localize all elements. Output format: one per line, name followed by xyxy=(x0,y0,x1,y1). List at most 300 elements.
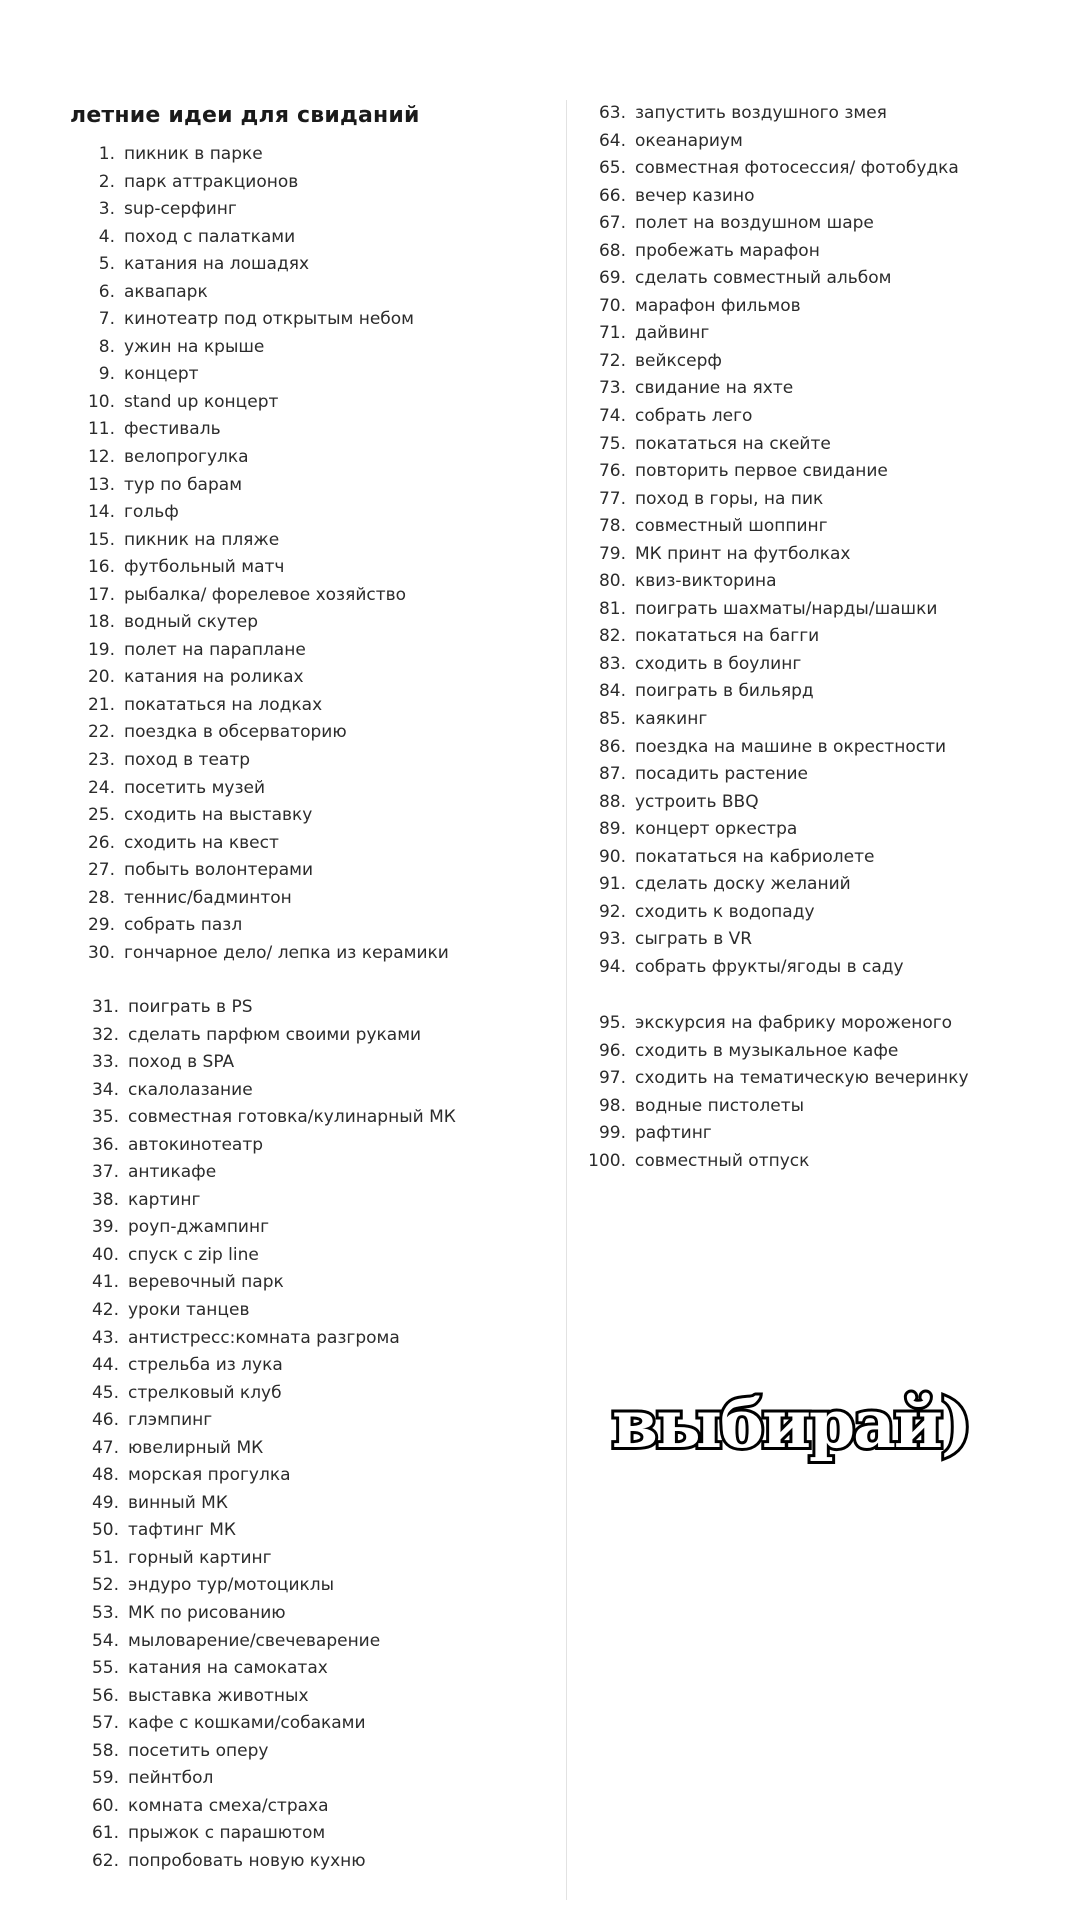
item-text: поход в SPA xyxy=(128,1052,235,1073)
item-text: полет на воздушном шаре xyxy=(635,213,874,234)
list-item xyxy=(91,1848,456,1876)
item-text: сходить на квест xyxy=(124,832,279,853)
item-text: ювелирный МК xyxy=(128,1437,264,1458)
list-item xyxy=(598,706,959,734)
list-item xyxy=(87,582,449,610)
item-number: 62. xyxy=(91,1850,119,1871)
list-item xyxy=(598,210,959,238)
item-text: поездка в обсерваторию xyxy=(124,722,347,743)
item-text: экскурсия на фабрику мороженого xyxy=(635,1013,953,1033)
item-number: 7. xyxy=(98,309,115,330)
list-item xyxy=(91,1572,456,1600)
item-text: водные пистолеты xyxy=(635,1095,805,1116)
list-item xyxy=(91,1352,456,1380)
item-number: 19. xyxy=(87,639,115,660)
list-item xyxy=(87,444,449,472)
ideas-list-1 xyxy=(87,141,449,967)
item-number: 96. xyxy=(598,1040,626,1061)
item-text: рафтинг xyxy=(635,1123,712,1144)
item-number: 76. xyxy=(598,461,626,482)
list-item xyxy=(98,306,449,334)
item-number: 65. xyxy=(598,158,626,179)
item-number: 54. xyxy=(91,1630,119,1651)
item-number: 81. xyxy=(598,598,626,619)
item-number: 93. xyxy=(598,929,626,950)
list-item xyxy=(91,1545,456,1573)
item-number: 38. xyxy=(91,1189,119,1210)
item-text: поход в театр xyxy=(124,750,251,771)
item-number: 28. xyxy=(87,887,115,908)
item-text: совместная фотосессия/ фотобудка xyxy=(635,158,959,179)
item-text: покататься на скейте xyxy=(635,433,831,454)
item-text: сделать доску желаний xyxy=(635,874,851,895)
item-text: собрать пазл xyxy=(124,915,243,936)
item-number: 20. xyxy=(87,667,115,688)
item-text: парк аттракционов xyxy=(124,171,299,192)
item-text: морская прогулка xyxy=(128,1465,291,1486)
item-number: 2. xyxy=(98,171,115,192)
item-text: пикник на пляже xyxy=(124,529,280,550)
item-text: покататься на багги xyxy=(635,626,820,647)
list-item xyxy=(91,1655,456,1683)
list-item xyxy=(87,499,449,527)
item-text: картинг xyxy=(128,1189,201,1210)
item-text: поиграть в бильярд xyxy=(635,681,814,702)
list-item xyxy=(598,954,959,982)
item-number: 31. xyxy=(91,997,119,1017)
list-item xyxy=(87,527,449,555)
item-number: 61. xyxy=(91,1823,119,1844)
item-number: 50. xyxy=(91,1520,119,1541)
item-number: 17. xyxy=(87,584,115,605)
item-text: попробовать новую кухню xyxy=(128,1850,366,1871)
item-text: пейнтбол xyxy=(128,1768,214,1789)
item-number: 33. xyxy=(91,1052,119,1073)
list-item xyxy=(598,816,959,844)
item-text: повторить первое свидание xyxy=(635,461,888,482)
item-number: 71. xyxy=(598,323,626,344)
item-number: 35. xyxy=(91,1107,119,1128)
list-item xyxy=(98,224,449,252)
item-text: концерт оркестра xyxy=(635,819,798,840)
item-number: 14. xyxy=(87,502,115,523)
item-text: скалолазание xyxy=(128,1079,253,1100)
list-item xyxy=(598,568,959,596)
item-text: рыбалка/ форелевое хозяйство xyxy=(124,584,407,605)
list-item xyxy=(91,1187,456,1215)
list-item xyxy=(598,1010,969,1038)
item-text: ужин на крыше xyxy=(124,336,265,357)
item-text: сходить в боулинг xyxy=(635,653,802,674)
item-text: собрать фрукты/ягоды в саду xyxy=(635,956,904,977)
item-number: 36. xyxy=(91,1134,119,1155)
item-text: совместная готовка/кулинарный МК xyxy=(128,1107,456,1128)
list-item xyxy=(598,1038,969,1066)
item-text: сделать парфюм своими руками xyxy=(128,1024,422,1045)
item-number: 44. xyxy=(91,1355,119,1376)
item-text: посетить оперу xyxy=(128,1740,269,1761)
item-number: 77. xyxy=(598,488,626,509)
item-text: МК принт на футболках xyxy=(635,543,851,564)
list-item xyxy=(598,238,959,266)
item-text: пробежать марафон xyxy=(635,240,820,261)
item-number: 73. xyxy=(598,378,626,399)
item-number: 46. xyxy=(91,1410,119,1431)
list-item xyxy=(87,940,449,968)
item-number: 32. xyxy=(91,1024,119,1045)
item-text: сходить на тематическую вечеринку xyxy=(635,1068,969,1089)
list-item xyxy=(98,279,449,307)
item-number: 39. xyxy=(91,1217,119,1238)
item-number: 67. xyxy=(598,213,626,234)
list-item xyxy=(598,183,959,211)
list-item xyxy=(98,361,449,389)
item-text: сходить в музыкальное кафе xyxy=(635,1040,899,1061)
item-text: роуп-джампинг xyxy=(128,1217,270,1238)
item-number: 26. xyxy=(87,832,115,853)
item-number: 51. xyxy=(91,1547,119,1568)
item-text: собрать лего xyxy=(635,406,753,427)
list-item xyxy=(598,403,959,431)
list-item xyxy=(598,651,959,679)
item-number: 78. xyxy=(598,516,626,537)
item-number: 9. xyxy=(98,364,115,385)
item-text: веревочный парк xyxy=(128,1272,284,1293)
item-number: 94. xyxy=(598,956,626,977)
item-number: 16. xyxy=(87,557,115,578)
item-number: 21. xyxy=(87,694,115,715)
item-text: совместный отпуск xyxy=(635,1150,810,1171)
item-text: сходить на выставку xyxy=(124,805,313,826)
item-number: 85. xyxy=(598,709,626,730)
item-text: тур по барам xyxy=(124,474,243,495)
list-item xyxy=(598,541,959,569)
item-number: 22. xyxy=(87,722,115,743)
item-number: 88. xyxy=(598,791,626,812)
item-text: тафтинг МК xyxy=(128,1520,236,1541)
item-text: катания на роликах xyxy=(124,667,304,688)
item-number: 84. xyxy=(598,681,626,702)
item-number: 40. xyxy=(91,1244,119,1265)
list-item xyxy=(598,265,959,293)
list-item xyxy=(91,1049,456,1077)
list-item xyxy=(598,513,959,541)
item-number: 1. xyxy=(98,144,115,164)
list-item xyxy=(91,1242,456,1270)
item-number: 13. xyxy=(87,474,115,495)
item-text: вейксерф xyxy=(635,350,722,371)
item-number: 57. xyxy=(91,1713,119,1734)
item-text: выставка животных xyxy=(128,1685,309,1706)
sticker-caption: выбирай) xyxy=(612,1385,971,1463)
list-item xyxy=(87,692,449,720)
item-text: водный скутер xyxy=(124,612,258,633)
item-text: МК по рисованию xyxy=(128,1603,286,1624)
item-text: прыжок с парашютом xyxy=(128,1823,326,1844)
item-number: 66. xyxy=(598,185,626,206)
item-text: уроки танцев xyxy=(128,1300,250,1321)
item-text: свидание на яхте xyxy=(635,378,794,399)
item-text: каякинг xyxy=(635,709,708,730)
list-item xyxy=(91,1325,456,1353)
list-item xyxy=(598,458,959,486)
item-number: 23. xyxy=(87,750,115,771)
item-text: сыграть в VR xyxy=(635,929,753,950)
item-text: квиз-викторина xyxy=(635,571,777,592)
item-number: 53. xyxy=(91,1603,119,1624)
item-number: 56. xyxy=(91,1685,119,1706)
item-number: 79. xyxy=(598,543,626,564)
list-item xyxy=(91,1297,456,1325)
list-item xyxy=(598,789,959,817)
item-number: 87. xyxy=(598,764,626,785)
list-item xyxy=(598,100,959,128)
item-text: устроить BBQ xyxy=(635,791,759,812)
list-item xyxy=(87,775,449,803)
list-item xyxy=(98,196,449,224)
item-number: 42. xyxy=(91,1300,119,1321)
list-item xyxy=(87,719,449,747)
list-item xyxy=(91,994,456,1022)
list-item xyxy=(91,1269,456,1297)
item-text: антикафе xyxy=(128,1162,217,1183)
item-number: 30. xyxy=(87,942,115,963)
item-text: комната смеха/страха xyxy=(128,1795,329,1816)
list-item xyxy=(598,348,959,376)
item-number: 60. xyxy=(91,1795,119,1816)
item-number: 27. xyxy=(87,860,115,881)
list-item xyxy=(598,155,959,183)
item-number: 3. xyxy=(98,199,115,220)
list-item xyxy=(91,1462,456,1490)
list-item xyxy=(98,169,449,197)
item-number: 80. xyxy=(598,571,626,592)
item-text: посетить музей xyxy=(124,777,266,798)
item-text: велопрогулка xyxy=(124,447,249,468)
item-number: 100. xyxy=(588,1150,626,1171)
item-number: 86. xyxy=(598,736,626,757)
list-item xyxy=(91,1159,456,1187)
item-number: 25. xyxy=(87,805,115,826)
item-text: аквапарк xyxy=(124,281,208,302)
list-item xyxy=(87,912,449,940)
item-text: вечер казино xyxy=(635,185,755,206)
item-number: 4. xyxy=(98,226,115,247)
item-text: теннис/бадминтон xyxy=(124,887,292,908)
item-text: стрелковый клуб xyxy=(128,1382,282,1403)
list-item xyxy=(598,1093,969,1121)
item-text: эндуро тур/мотоциклы xyxy=(128,1575,335,1596)
list-item xyxy=(98,141,449,169)
list-item xyxy=(98,251,449,279)
item-number: 48. xyxy=(91,1465,119,1486)
item-number: 97. xyxy=(598,1068,626,1089)
item-number: 90. xyxy=(598,846,626,867)
item-number: 74. xyxy=(598,406,626,427)
item-number: 37. xyxy=(91,1162,119,1183)
item-number: 89. xyxy=(598,819,626,840)
item-number: 10. xyxy=(87,391,115,412)
item-text: антистресс:комната разгрома xyxy=(128,1327,400,1348)
list-item xyxy=(98,334,449,362)
item-number: 47. xyxy=(91,1437,119,1458)
list-item xyxy=(87,554,449,582)
list-item xyxy=(91,1683,456,1711)
list-item xyxy=(87,857,449,885)
list-item xyxy=(598,1065,969,1093)
item-text: океанариум xyxy=(635,130,743,151)
item-number: 83. xyxy=(598,653,626,674)
list-item xyxy=(91,1765,456,1793)
item-text: спуск с zip line xyxy=(128,1244,259,1265)
item-text: фестиваль xyxy=(124,419,221,440)
item-text: пикник в парке xyxy=(124,144,263,164)
list-item xyxy=(598,1120,969,1148)
column-divider xyxy=(566,100,567,1900)
list-item xyxy=(91,1490,456,1518)
ideas-list-4 xyxy=(588,1010,969,1175)
item-number: 69. xyxy=(598,268,626,289)
list-item xyxy=(87,830,449,858)
item-text: сделать совместный альбом xyxy=(635,268,892,289)
item-number: 70. xyxy=(598,295,626,316)
list-item xyxy=(91,1710,456,1738)
list-item xyxy=(87,472,449,500)
item-number: 29. xyxy=(87,915,115,936)
item-text: концерт xyxy=(124,364,199,385)
item-text: поход в горы, на пик xyxy=(635,488,824,509)
item-text: кинотеатр под открытым небом xyxy=(124,309,415,330)
list-item xyxy=(91,1517,456,1545)
item-number: 99. xyxy=(598,1123,626,1144)
list-item xyxy=(91,1077,456,1105)
list-item xyxy=(87,885,449,913)
list-item xyxy=(87,637,449,665)
item-number: 24. xyxy=(87,777,115,798)
item-number: 8. xyxy=(98,336,115,357)
item-text: поездка на машине в окрестности xyxy=(635,736,947,757)
list-item xyxy=(91,1435,456,1463)
item-text: дайвинг xyxy=(635,323,710,344)
item-text: футбольный матч xyxy=(124,557,285,578)
item-text: горный картинг xyxy=(128,1547,272,1568)
item-number: 75. xyxy=(598,433,626,454)
item-text: запустить воздушного змея xyxy=(635,103,887,123)
ideas-list-2 xyxy=(91,994,456,1876)
item-number: 12. xyxy=(87,447,115,468)
item-text: сходить к водопаду xyxy=(635,901,815,922)
list-item xyxy=(91,1022,456,1050)
item-number: 64. xyxy=(598,130,626,151)
list-item xyxy=(91,1214,456,1242)
list-item xyxy=(91,1407,456,1435)
item-number: 63. xyxy=(598,103,626,123)
list-item xyxy=(87,389,449,417)
list-item xyxy=(598,623,959,651)
list-item xyxy=(598,431,959,459)
list-item xyxy=(91,1628,456,1656)
item-text: глэмпинг xyxy=(128,1410,213,1431)
list-item xyxy=(87,609,449,637)
page-title: летние идеи для свиданий xyxy=(70,103,420,128)
item-number: 52. xyxy=(91,1575,119,1596)
item-text: побыть волонтерами xyxy=(124,860,313,881)
item-text: автокинотеатр xyxy=(128,1134,264,1155)
item-text: посадить растение xyxy=(635,764,808,785)
item-number: 18. xyxy=(87,612,115,633)
list-item xyxy=(598,128,959,156)
item-number: 58. xyxy=(91,1740,119,1761)
list-item xyxy=(598,375,959,403)
list-item xyxy=(91,1793,456,1821)
ideas-list-3 xyxy=(598,100,959,982)
item-number: 11. xyxy=(87,419,115,440)
item-text: полет на параплане xyxy=(124,639,306,660)
item-text: марафон фильмов xyxy=(635,295,801,316)
item-number: 72. xyxy=(598,350,626,371)
item-number: 15. xyxy=(87,529,115,550)
list-item xyxy=(598,926,959,954)
item-text: stand up концерт xyxy=(124,391,279,412)
list-item xyxy=(87,802,449,830)
list-item xyxy=(91,1738,456,1766)
list-item xyxy=(598,734,959,762)
list-item xyxy=(598,871,959,899)
item-text: покататься на лодках xyxy=(124,694,323,715)
item-number: 92. xyxy=(598,901,626,922)
item-number: 41. xyxy=(91,1272,119,1293)
list-item xyxy=(91,1104,456,1132)
item-number: 49. xyxy=(91,1492,119,1513)
item-number: 82. xyxy=(598,626,626,647)
list-item xyxy=(598,486,959,514)
item-text: покататься на кабриолете xyxy=(635,846,875,867)
list-item xyxy=(598,293,959,321)
item-number: 95. xyxy=(598,1013,626,1033)
item-number: 91. xyxy=(598,874,626,895)
list-item xyxy=(91,1380,456,1408)
item-text: винный МК xyxy=(128,1492,228,1513)
list-item xyxy=(91,1132,456,1160)
item-number: 55. xyxy=(91,1658,119,1679)
list-item xyxy=(598,320,959,348)
item-text: поиграть в PS xyxy=(128,997,253,1017)
list-item xyxy=(598,844,959,872)
list-item xyxy=(87,747,449,775)
item-text: гончарное дело/ лепка из керамики xyxy=(124,942,449,963)
list-item xyxy=(598,678,959,706)
item-text: гольф xyxy=(124,502,179,523)
item-number: 45. xyxy=(91,1382,119,1403)
list-item xyxy=(91,1600,456,1628)
list-item xyxy=(598,596,959,624)
list-item xyxy=(87,416,449,444)
item-number: 59. xyxy=(91,1768,119,1789)
item-text: sup-серфинг xyxy=(124,199,237,220)
item-number: 6. xyxy=(98,281,115,302)
item-number: 5. xyxy=(98,254,115,275)
item-text: катания на лошадях xyxy=(124,254,310,275)
item-text: поиграть шахматы/нарды/шашки xyxy=(635,598,938,619)
item-text: катания на самокатах xyxy=(128,1658,328,1679)
list-item xyxy=(87,664,449,692)
list-item xyxy=(598,761,959,789)
list-item xyxy=(91,1820,456,1848)
item-text: мыловарение/свечеварение xyxy=(128,1630,381,1651)
item-number: 43. xyxy=(91,1327,119,1348)
item-text: совместный шоппинг xyxy=(635,516,828,537)
item-text: стрельба из лука xyxy=(128,1355,283,1376)
